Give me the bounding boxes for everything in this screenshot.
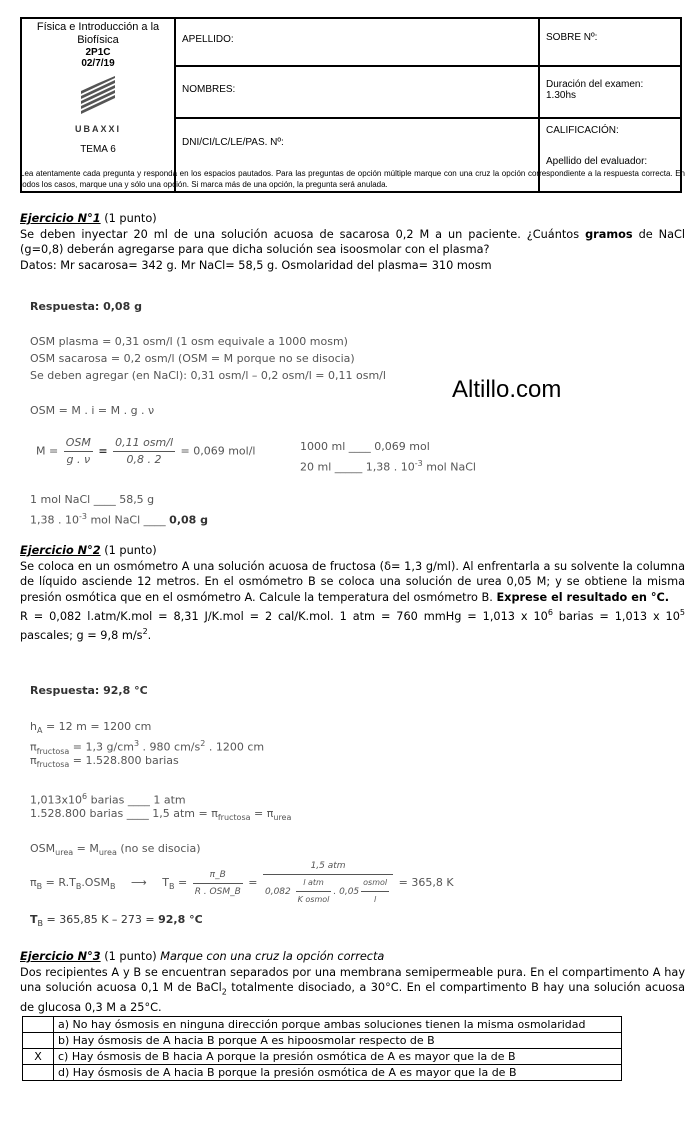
ex1-line3: Se deben agregar (en NaCl): 0,31 osm/l – 0,2 osm/l = 0,11 osm/l	[30, 369, 386, 382]
option-d-text: d) Hay ósmosis de A hacia B porque la presión osmótica de A es mayor que la de B	[54, 1065, 622, 1081]
nombres-field[interactable]: NOMBRES:	[175, 66, 539, 118]
ex1-title: Ejercicio N°1	[20, 212, 101, 225]
calificacion-label: CALIFICACIÓN:	[546, 125, 619, 136]
ex2-height: $h_A = 12$ m = 1200 cm	[30, 720, 152, 736]
option-b-mark[interactable]	[23, 1033, 54, 1049]
ex2-rule-1b: 1.528.800 barias ____ 1,5 atm = $\pi_{fructosa} = \pi_{urea}$	[30, 807, 292, 823]
ex1-body-2: de NaCl (g=0,8) deberán agregarse para que dicha solución sea isoosmolar con el plasma?	[20, 227, 686, 256]
ex2-pressure-result: $\pi_{fructosa} = 1.528.800$ barias	[30, 754, 179, 770]
exam-header	[20, 17, 682, 193]
option-d-mark[interactable]	[23, 1065, 54, 1081]
option-row[interactable]	[23, 1017, 622, 1033]
ex1-answer: Respuesta: 0,08 g	[30, 300, 142, 313]
ex2-answer: Respuesta: 92,8 °C	[30, 684, 148, 697]
dni-field[interactable]: DNI/CI/LC/LE/PAS. Nº:	[175, 118, 539, 192]
ex1-line2: OSM sacarosa = 0,2 osm/l (OSM = M porque no se disocia)	[30, 352, 355, 365]
ex1-datos: Datos: Mr sacarosa= 342 g. Mr NaCl= 58,5 g. Osmolaridad del plasma= 310 mosm	[20, 258, 492, 272]
ex2-rule-1a: $1,013x10^6$ barias ____ 1 atm	[30, 792, 186, 807]
ex1-points: (1 punto)	[104, 212, 157, 225]
exam-date: 02/7/19	[81, 58, 115, 69]
evaluador-label: Apellido del evaluador:	[546, 156, 648, 167]
ex1-rule-2b: 1,38 . $10^{-3}$ mol NaCl ____ 0,08 g	[30, 512, 209, 527]
ex1-molarity-formula: M = $\frac{\text{OSM}}{g . \nu}$ = $\frac{\text{0,11 osm/l}}{0,8 . 2}$ = 0,069 mol/l	[36, 436, 256, 466]
ex2-title: Ejercicio N°2	[20, 544, 101, 557]
instructions: Lea atentamente cada pregunta y responda en los espacios pautados. Para las preguntas de opción múltiple marque con una cruz la opción correspondiente a la respuesta correcta. En todos los casos, marque una y sólo una opción. Si marca más de una opción, la pregunta será anulada.	[20, 169, 685, 189]
ex2-osm-line: $OSM_{urea} = M_{urea}$ (no se disocia)	[30, 842, 201, 858]
ex1-line4: OSM = M . i = M . g . ν	[30, 404, 155, 417]
ex1-rule-2a: 1 mol NaCl ____ 58,5 g	[30, 493, 155, 506]
duracion-label: Duración del examen: 1.30hs	[539, 66, 681, 118]
option-a-text: a) No hay ósmosis en ninguna dirección porque ambas soluciones tienen la misma osmolaridad	[54, 1017, 622, 1033]
exam-code: 2P1C	[85, 47, 111, 58]
option-row[interactable]	[23, 1049, 622, 1065]
option-a-mark[interactable]	[23, 1017, 54, 1033]
ex3-body: Dos recipientes A y B se encuentran separados por una membrana semipermeable pura. En el compartimento A hay una solución acuosa 0,1 M de BaCl$_2$ totalmente disociado, a 30°C. En el compartimento B hay una solución acuosa de glucosa 0,3 M a 25°C.	[20, 965, 685, 1014]
ex2-constants: R = 0,082 l.atm/K.mol = 8,31 J/K.mol = 2 cal/K.mol. 1 atm = 760 mmHg = 1,013 x $10^6$ barias = 1,013 x $10^5$ pascales; g = 9,8 $m/s^2$.	[20, 608, 685, 643]
ex1-line1: OSM plasma = 0,31 osm/l (1 osm equivale a 1000 mosm)	[30, 335, 348, 348]
ex2-final: $T_B = 365,85$ K – 273 = 92,8 °C	[30, 913, 203, 929]
course-info-cell	[21, 18, 175, 192]
tema-label: TEMA 6	[80, 144, 116, 155]
ex1-rule-1a: 1000 ml ____ 0,069 mol	[300, 440, 430, 453]
ex1-rule-1b: 20 ml _____ 1,38 . $10^{-3}$ mol NaCl	[300, 459, 476, 474]
institution-name: UBAXXI	[74, 124, 121, 134]
apellido-field[interactable]: APELLIDO:	[175, 18, 539, 66]
option-row[interactable]	[23, 1033, 622, 1049]
ex2-pressure-calc: $\pi_{fructosa} = 1,3$ $g/cm^3$ . 980 $cm/s^2$ . 1200 cm	[30, 739, 265, 756]
ex3-title: Ejercicio N°3	[20, 950, 101, 963]
option-row[interactable]	[23, 1065, 622, 1081]
uba-logo-icon	[73, 75, 123, 115]
course-name: Física e Introducción a la Biofísica	[36, 21, 160, 46]
option-b-text: b) Hay ósmosis de A hacia B porque A es hipoosmolar respecto de B	[54, 1033, 622, 1049]
ex2-body-bold: Exprese el resultado en °C.	[496, 590, 670, 604]
arrow-icon: ⟶	[130, 876, 147, 889]
sobre-field[interactable]: SOBRE Nº:	[539, 18, 681, 66]
ex2-points: (1 punto)	[104, 544, 157, 557]
ex3-statement	[20, 949, 685, 1015]
ex3-options-table	[22, 1016, 622, 1081]
option-c-mark[interactable]: X	[23, 1049, 54, 1065]
option-c-text: c) Hay ósmosis de B hacia A porque la presión osmótica de A es mayor que la de B	[54, 1049, 622, 1065]
ex3-instruction: Marque con una cruz la opción correcta	[160, 950, 385, 963]
watermark: Altillo.com	[452, 376, 562, 403]
ex1-body-1: Se deben inyectar 20 ml de una solución acuosa de sacarosa 0,2 M a un paciente. ¿Cuántos	[20, 227, 580, 241]
ex2-temperature-formula: $\pi_B = R.T_B.OSM_B$ ⟶ $T_B$ = $\frac{\pi\_B}{\text{R . OSM\_B}}$ = 1,5 atm 0,082 $\frac{\text{l atm}}{\text{K osmol}}$ . 0,05 $\frac{\text{osmol}}{l}$ = 365,8 K	[30, 858, 590, 908]
ex2-statement	[20, 543, 685, 644]
ex1-body-bold: gramos	[585, 227, 633, 241]
ex1-statement	[20, 211, 685, 273]
ex3-points: (1 punto)	[104, 950, 157, 963]
ex2-body: Se coloca en un osmómetro A una solución acuosa de fructosa (δ= 1,3 g/ml). Al enfrentarla a su solvente la columna de líquido asciende 12 metros. En el osmómetro B se coloca una solución de urea 0,05 M; y se obtiene la misma presión osmótica que en el osmómetro A. Calcule la temperatura del osmómetro B.	[20, 559, 685, 604]
